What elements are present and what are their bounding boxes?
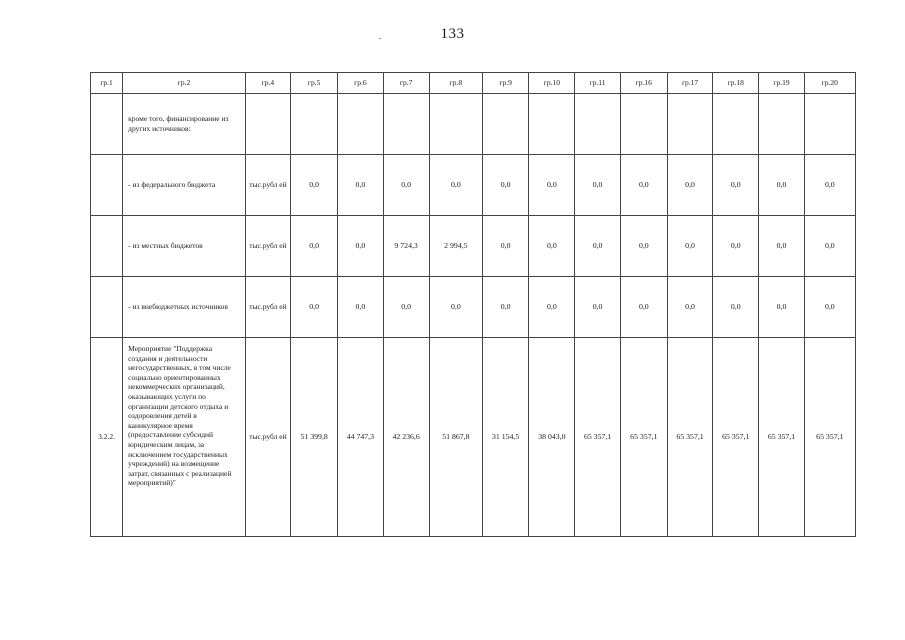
row-value <box>759 94 804 155</box>
row-value <box>383 94 429 155</box>
table-row <box>91 94 856 155</box>
header-cell: гр.11 <box>575 73 620 94</box>
row-value: 0,0 <box>575 277 620 338</box>
header-cell: гр.1 <box>91 73 123 94</box>
row-unit: тыс.рубл ей <box>245 216 290 277</box>
scan-speck <box>379 38 381 39</box>
row-unit: тыс.рубл ей <box>245 277 290 338</box>
header-cell: гр.16 <box>620 73 667 94</box>
row-value: 0,0 <box>483 216 529 277</box>
row-value: 44 747,3 <box>338 338 383 537</box>
row-value: 2 994,5 <box>429 216 482 277</box>
row-value: 0,0 <box>759 216 804 277</box>
row-unit: тыс.рубл ей <box>245 155 290 216</box>
row-value: 65 357,1 <box>667 338 712 537</box>
row-value: 0,0 <box>759 277 804 338</box>
row-description: - из местных бюджетов <box>123 216 246 277</box>
row-value: 0,0 <box>483 155 529 216</box>
row-value: 0,0 <box>713 155 759 216</box>
row-value: 0,0 <box>483 277 529 338</box>
row-value: 0,0 <box>529 277 575 338</box>
table-row <box>91 338 856 537</box>
row-value: 0,0 <box>338 155 383 216</box>
row-value: 0,0 <box>713 216 759 277</box>
row-unit <box>245 94 290 155</box>
row-code: 3.2.2. <box>91 338 123 537</box>
row-value: 51 399,8 <box>291 338 338 537</box>
header-cell: гр.19 <box>759 73 804 94</box>
row-value: 65 357,1 <box>713 338 759 537</box>
row-value: 0,0 <box>804 155 855 216</box>
row-value: 0,0 <box>575 216 620 277</box>
header-cell: гр.20 <box>804 73 855 94</box>
header-cell: гр.18 <box>713 73 759 94</box>
row-value: 0,0 <box>338 277 383 338</box>
header-cell: гр.10 <box>529 73 575 94</box>
row-value: 0,0 <box>667 216 712 277</box>
row-value <box>575 94 620 155</box>
row-code <box>91 155 123 216</box>
row-value: 0,0 <box>713 277 759 338</box>
row-value <box>667 94 712 155</box>
row-value: 0,0 <box>620 155 667 216</box>
row-value: 0,0 <box>759 155 804 216</box>
row-value <box>338 94 383 155</box>
row-description: Мероприятие "Поддержка создания и деятельности негосударственных, в том числе социально ориентированных некоммерческих организаций, оказывающих услуги по организации детского отдыха и оздоровления детей в каникулярное время (предоставление субсидий юридическим лицам, за исключением государственных учреждений) на возмещение затрат, связанных с реализацией мероприятий)" <box>123 338 246 537</box>
header-cell: гр.8 <box>429 73 482 94</box>
table-header-row <box>91 73 856 94</box>
header-cell: гр.6 <box>338 73 383 94</box>
row-value: 65 357,1 <box>804 338 855 537</box>
header-cell: гр.17 <box>667 73 712 94</box>
table-row <box>91 216 856 277</box>
row-value: 65 357,1 <box>759 338 804 537</box>
row-value: 0,0 <box>667 277 712 338</box>
row-value: 0,0 <box>620 216 667 277</box>
row-value: 42 236,6 <box>383 338 429 537</box>
row-value: 0,0 <box>291 155 338 216</box>
row-value: 0,0 <box>575 155 620 216</box>
row-value: 0,0 <box>429 155 482 216</box>
row-value <box>713 94 759 155</box>
table-row <box>91 277 856 338</box>
row-value: 0,0 <box>338 216 383 277</box>
row-code <box>91 94 123 155</box>
row-value: 0,0 <box>804 216 855 277</box>
financing-table <box>90 72 856 537</box>
row-description: кроме того, финансирование из других источников: <box>123 94 246 155</box>
row-code <box>91 277 123 338</box>
row-description: - из внебюджетных источников <box>123 277 246 338</box>
row-unit: тыс.рубл ей <box>245 338 290 537</box>
row-value <box>291 94 338 155</box>
row-value: 51 867,8 <box>429 338 482 537</box>
row-value: 0,0 <box>620 277 667 338</box>
row-value: 38 043,0 <box>529 338 575 537</box>
row-value: 31 154,5 <box>483 338 529 537</box>
row-value: 9 724,3 <box>383 216 429 277</box>
row-value: 0,0 <box>383 277 429 338</box>
row-value: 0,0 <box>429 277 482 338</box>
row-description: - из федерального бюджета <box>123 155 246 216</box>
row-value <box>429 94 482 155</box>
row-value: 0,0 <box>291 277 338 338</box>
row-value: 0,0 <box>529 155 575 216</box>
header-cell: гр.7 <box>383 73 429 94</box>
table-row <box>91 155 856 216</box>
row-code <box>91 216 123 277</box>
row-value <box>483 94 529 155</box>
row-value: 0,0 <box>667 155 712 216</box>
header-cell: гр.2 <box>123 73 246 94</box>
header-cell: гр.4 <box>245 73 290 94</box>
page-number: 133 <box>440 26 465 42</box>
row-value: 65 357,1 <box>620 338 667 537</box>
row-value: 0,0 <box>383 155 429 216</box>
row-value <box>529 94 575 155</box>
header-cell: гр.5 <box>291 73 338 94</box>
header-cell: гр.9 <box>483 73 529 94</box>
row-value <box>804 94 855 155</box>
row-value: 65 357,1 <box>575 338 620 537</box>
row-value: 0,0 <box>291 216 338 277</box>
row-value: 0,0 <box>804 277 855 338</box>
row-value <box>620 94 667 155</box>
row-value: 0,0 <box>529 216 575 277</box>
